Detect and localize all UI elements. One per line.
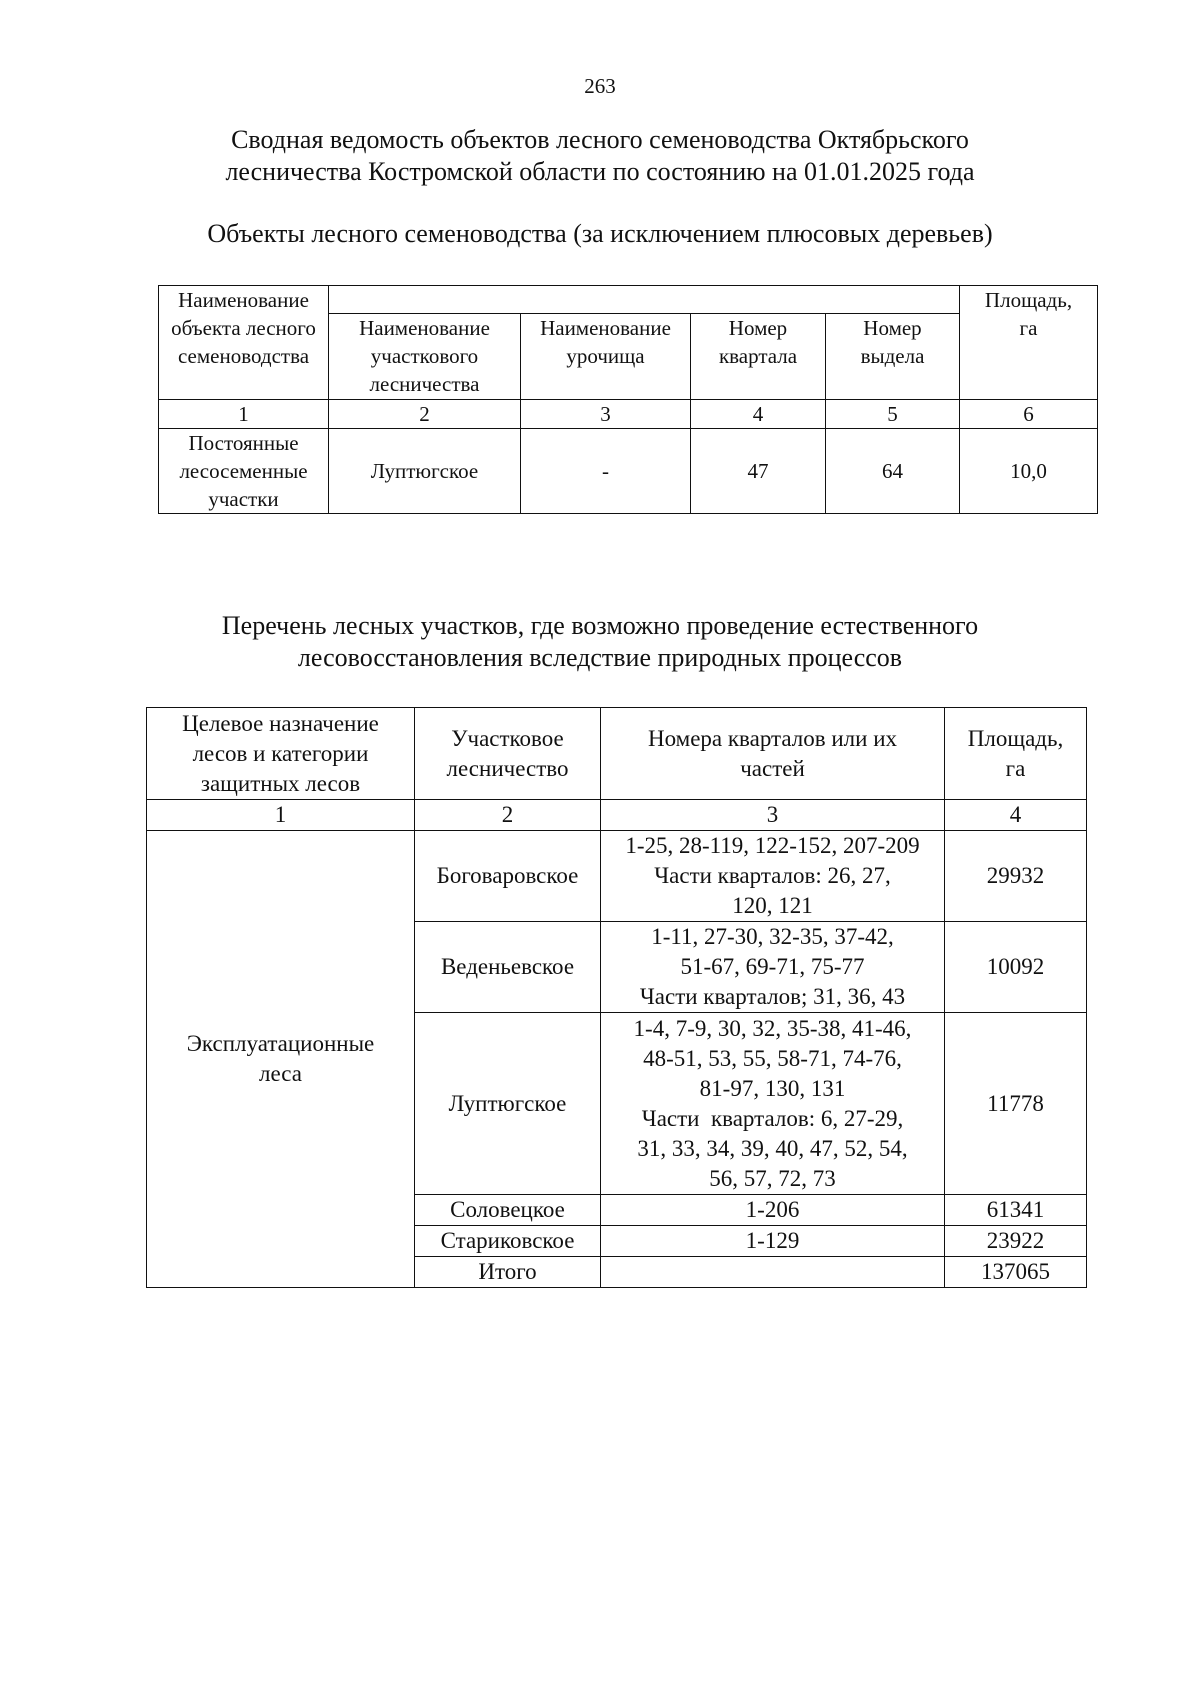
header-text: лесничество [446,755,569,781]
cell-text: Части кварталов: 6, 27-29, [641,1105,904,1131]
header-text: лесничества [369,372,480,396]
header-text: Площадь, [967,725,1064,751]
header-text: семеноводства [177,344,310,368]
cell-text: 1-11, 27-30, 32-35, 37-42, [651,924,894,949]
title-line-1: Сводная ведомость объектов лесного семеноводства Октябрьского [231,125,969,154]
area-cell: 10092 [945,922,1087,1013]
col-number: 2 [415,800,601,831]
header-text: га [1019,316,1038,340]
page-number: 263 [584,74,616,98]
header-text: лесов и категории [192,740,369,766]
district-cell: Боговаровское [415,831,601,922]
area-cell: 11778 [945,1013,1087,1195]
table-row [159,429,1098,514]
cell-text: Постоянные [188,431,299,455]
title-line-2: лесничества Костромской области по состоянию на 01.01.2025 года [225,157,975,186]
total-label-cell: Итого [415,1257,601,1288]
header-district [415,708,601,800]
col-number: 5 [826,400,960,429]
cell-text: Эксплуатационные [186,1031,375,1056]
header-text: Целевое назначение [182,710,379,736]
header-area [960,286,1098,400]
area-cell: 23922 [945,1226,1087,1257]
area-cell: 61341 [945,1195,1087,1226]
district-cell: Луптюгское [415,1013,601,1195]
area-cell: 29932 [945,831,1087,922]
area-cell: 10,0 [960,429,1098,514]
quarters-cell [601,1013,945,1195]
cell-text: Части кварталов; 31, 36, 43 [639,984,906,1009]
header-section [826,314,960,400]
header-location-group [329,286,960,314]
quarter-cell: 47 [691,429,826,514]
col-number: 3 [521,400,691,429]
district-cell: Стариковское [415,1226,601,1257]
district-cell: Веденьевское [415,922,601,1013]
header-text: Наименование [359,316,490,340]
header-area [945,708,1087,800]
object-name-cell [159,429,329,514]
table2-title-line-1: Перечень лесных участков, где возможно проведение естественного [221,611,979,640]
cell-text: 1-4, 7-9, 30, 32, 35-38, 41-46, [633,1015,912,1041]
col-number: 2 [329,400,521,429]
total-area-cell: 137065 [945,1257,1087,1288]
header-text: Номера кварталов или их [647,725,897,751]
cell-text: Части кварталов: 26, 27, [654,863,891,888]
cell-text: леса [259,1061,302,1086]
header-text: частей [740,755,805,781]
header-text: Наименование [178,288,309,312]
header-text: Участковое [451,725,564,751]
cell-text: лесосеменные [179,459,308,483]
col-number: 4 [945,800,1087,831]
header-tract [521,314,691,400]
district-cell: Луптюгское [329,429,521,514]
col-number: 6 [960,400,1098,429]
header-text: Площадь, [984,288,1073,312]
table-row [147,831,1087,922]
table2-title [0,610,1200,674]
header-object-name [159,286,329,400]
quarters-cell: 1-206 [601,1195,945,1226]
column-numbers-row [159,400,1098,429]
cell-text: 56, 57, 72, 73 [709,1165,836,1191]
header-text: участкового [370,344,479,368]
header-text: Номер [863,316,922,340]
natural-regeneration-table [146,707,1087,1288]
header-text: выдела [860,344,925,368]
header-text: урочища [566,344,645,368]
cell-text: 48-51, 53, 55, 58-71, 74-76, [643,1045,902,1071]
header-text: Номер [728,316,788,340]
quarters-cell: 1-129 [601,1226,945,1257]
column-numbers-row [147,800,1087,831]
document-title [0,124,1200,188]
header-text: га [1005,755,1026,781]
header-text: защитных лесов [200,770,361,796]
table2-title-line-2: лесовосстановления вследствие природных процессов [297,643,903,672]
col-number: 4 [691,400,826,429]
cell-text: 81-97, 130, 131 [699,1075,846,1101]
tract-cell: - [521,429,691,514]
header-quarter [691,314,826,400]
table1-title: Объекты лесного семеноводства (за исключением плюсовых деревьев) [207,219,993,248]
header-purpose [147,708,415,800]
cell-text: 31, 33, 34, 39, 40, 47, 52, 54, [637,1135,908,1161]
col-number: 1 [159,400,329,429]
cell-text: 51-67, 69-71, 75-77 [680,954,865,979]
total-quarters-cell [601,1257,945,1288]
cell-text: участки [208,487,279,511]
header-quarters [601,708,945,800]
cell-text: 120, 121 [732,893,813,918]
district-cell: Соловецкое [415,1195,601,1226]
header-district [329,314,521,400]
header-text: Наименование [540,316,671,340]
cell-text: 1-25, 28-119, 122-152, 207-209 [625,833,920,858]
quarters-cell [601,922,945,1013]
header-text: квартала [718,344,798,368]
header-text: объекта лесного [171,316,316,340]
seed-objects-table [158,285,1098,514]
col-number: 3 [601,800,945,831]
quarters-cell [601,831,945,922]
group-label-cell [147,831,415,1288]
col-number: 1 [147,800,415,831]
section-cell: 64 [826,429,960,514]
